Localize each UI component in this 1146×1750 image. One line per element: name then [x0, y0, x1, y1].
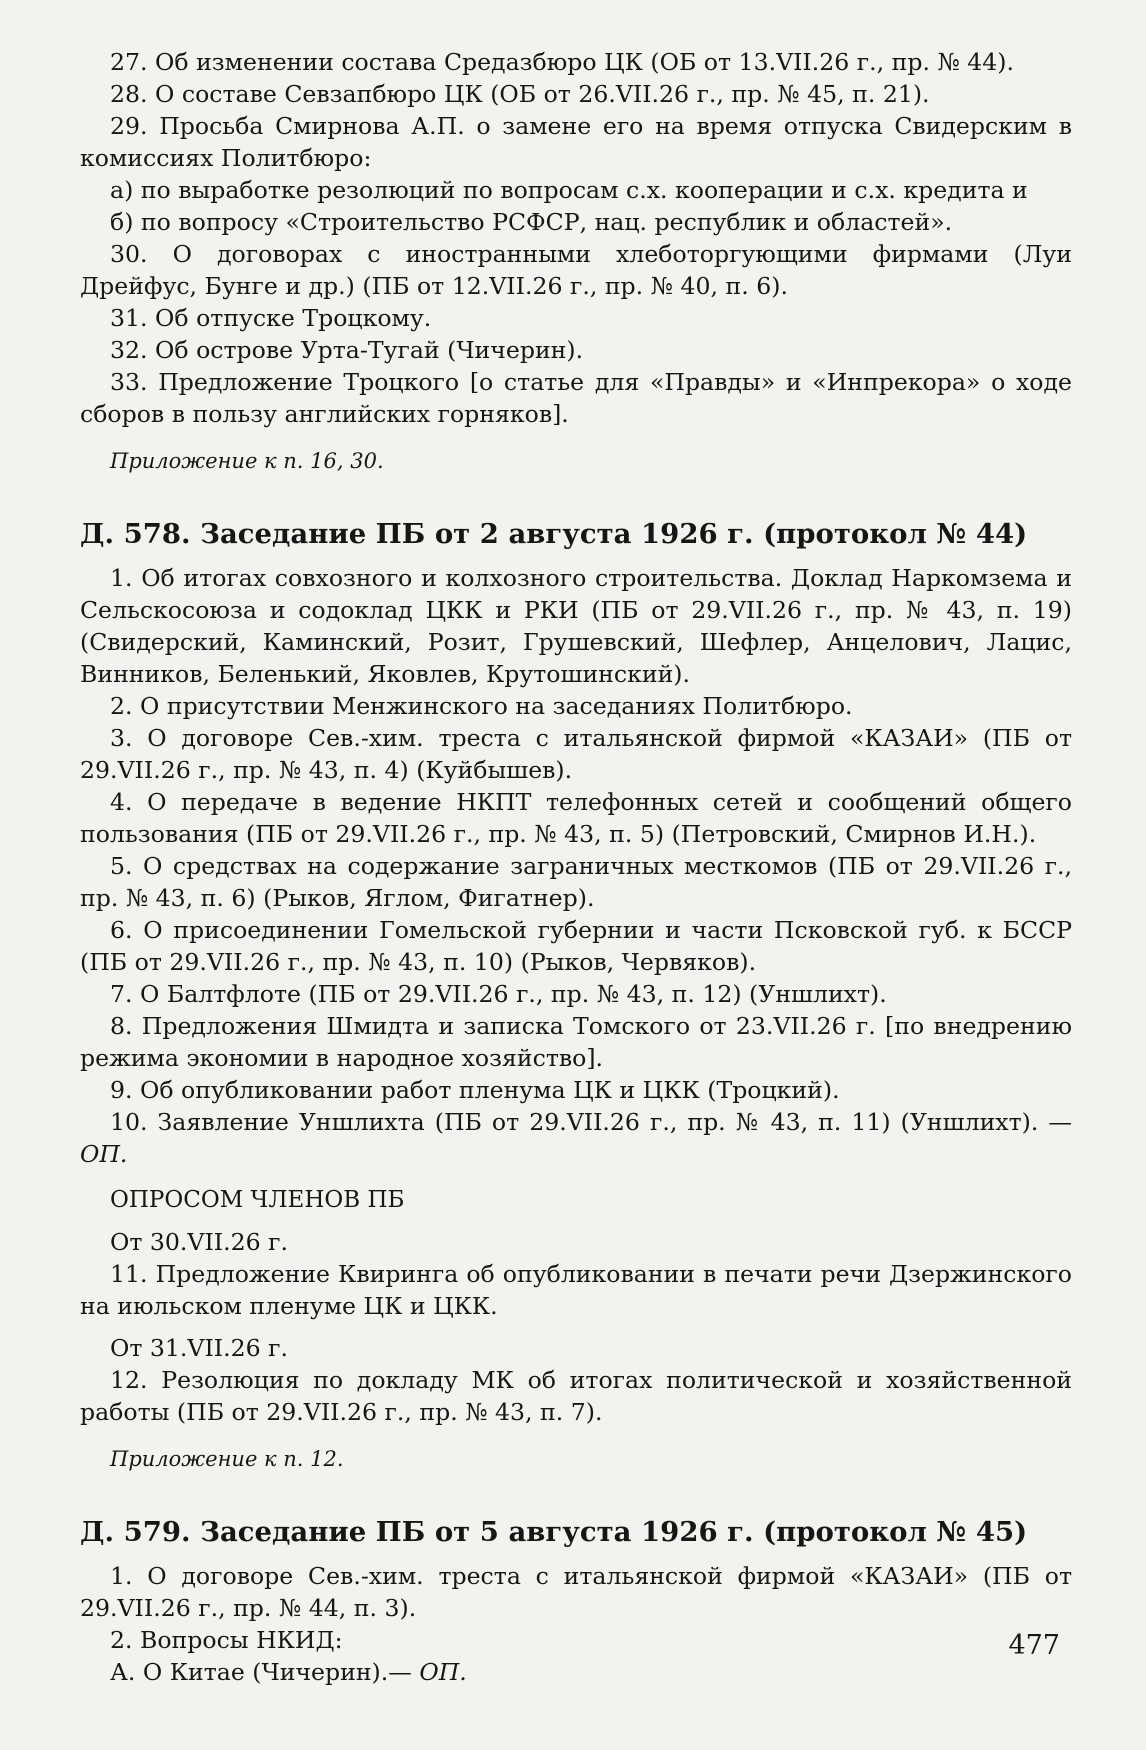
item-579-2-a-text: А. О Китае (Чичерин).—	[110, 1658, 420, 1686]
item-578-10-text: 10. Заявление Уншлихта (ПБ от 29.VII.26 г., пр. № 43, п. 11) (Уншлихт). —	[110, 1108, 1072, 1136]
item-578-10-op: ОП.	[80, 1140, 128, 1168]
item-579-2: 2. Вопросы НКИД:	[110, 1626, 343, 1654]
item-28: 28. О составе Севзапбюро ЦК (ОБ от 26.VII.26 г., пр. № 45, п. 21).	[110, 80, 930, 108]
item-29: 29. Просьба Смирнова А.П. о замене его на время отпуска Свидерским в комиссиях Политбюро:	[80, 112, 1072, 172]
item-27: 27. Об изменении состава Средазбюро ЦК (ОБ от 13.VII.26 г., пр. № 44).	[110, 48, 1015, 76]
appendix-note-1: Приложение к п. 16, 30.	[110, 449, 384, 473]
poll-date-1: От 30.VII.26 г.	[110, 1228, 288, 1256]
item-578-5: 5. О средствах на содержание заграничных месткомов (ПБ от 29.VII.26 г., пр. № 43, п. 6) (Рыков, Яглом, Фигатнер).	[80, 852, 1072, 912]
item-578-11: 11. Предложение Квиринга об опубликовании в печати речи Дзержинского на июльском пленуме ЦК и ЦКК.	[80, 1260, 1072, 1320]
item-578-9: 9. Об опубликовании работ пленума ЦК и ЦКК (Троцкий).	[110, 1076, 840, 1104]
poll-label: ОПРОСОМ ЧЛЕНОВ ПБ	[110, 1187, 405, 1213]
appendix-note-2: Приложение к п. 12.	[110, 1447, 344, 1471]
item-579-2-a	[80, 1656, 1072, 1688]
item-578-1: 1. Об итогах совхозного и колхозного строительства. Доклад Наркомзема и Сельскосоюза и содоклад ЦКК и РКИ (ПБ от 29.VII.26 г., пр. № 43, п. 19) (Свидерский, Каминский, Розит, Грушевский, Шефлер, Анцелович, Лацис, Винников, Беленький, Яковлев, Крутошинский).	[80, 564, 1072, 688]
item-579-2-a-op: ОП.	[419, 1658, 467, 1686]
item-578-6: 6. О присоединении Гомельской губернии и части Псковской губ. к БССР (ПБ от 29.VII.26 г., пр. № 43, п. 10) (Рыков, Червяков).	[80, 916, 1072, 976]
item-29-b: б) по вопросу «Строительство РСФСР, нац. республик и областей».	[110, 208, 953, 236]
item-578-3: 3. О договоре Сев.-хим. треста с итальянской фирмой «КАЗАИ» (ПБ от 29.VII.26 г., пр. № 43, п. 4) (Куйбышев).	[80, 724, 1072, 784]
item-578-10	[80, 1106, 1072, 1170]
item-31: 31. Об отпуске Троцкому.	[110, 304, 432, 332]
text-column	[80, 46, 1072, 1688]
item-578-2: 2. О присутствии Менжинского на заседаниях Политбюро.	[110, 692, 853, 720]
poll-date-2: От 31.VII.26 г.	[110, 1334, 288, 1362]
item-33: 33. Предложение Троцкого [о статье для «Правды» и «Инпрекора» о ходе сборов в пользу английских горняков].	[80, 368, 1072, 428]
section-heading-578: Д. 578. Заседание ПБ от 2 августа 1926 г. (протокол № 44)	[80, 518, 1028, 550]
item-579-1: 1. О договоре Сев.-хим. треста с итальянской фирмой «КАЗАИ» (ПБ от 29.VII.26 г., пр. № 44, п. 3).	[80, 1562, 1072, 1622]
section-heading-579: Д. 579. Заседание ПБ от 5 августа 1926 г. (протокол № 45)	[80, 1516, 1028, 1548]
item-578-8: 8. Предложения Шмидта и записка Томского от 23.VII.26 г. [по внедрению режима экономии в народное хозяйство].	[80, 1012, 1072, 1072]
page-number: 477	[1008, 1630, 1060, 1661]
item-578-7: 7. О Балтфлоте (ПБ от 29.VII.26 г., пр. № 43, п. 12) (Уншлихт).	[110, 980, 887, 1008]
item-30: 30. О договорах с иностранными хлеботоргующими фирмами (Луи Дрейфус, Бунге и др.) (ПБ от 12.VII.26 г., пр. № 40, п. 6).	[80, 240, 1072, 300]
item-578-12: 12. Резолюция по докладу МК об итогах политической и хозяйственной работы (ПБ от 29.VII.26 г., пр. № 43, п. 7).	[80, 1366, 1072, 1426]
item-29-a: а) по выработке резолюций по вопросам с.х. кооперации и с.х. кредита и	[110, 176, 1028, 204]
item-578-4: 4. О передаче в ведение НКПТ телефонных сетей и сообщений общего пользования (ПБ от 29.VII.26 г., пр. № 43, п. 5) (Петровский, Смирнов И.Н.).	[80, 788, 1072, 848]
item-32: 32. Об острове Урта-Тугай (Чичерин).	[110, 336, 584, 364]
